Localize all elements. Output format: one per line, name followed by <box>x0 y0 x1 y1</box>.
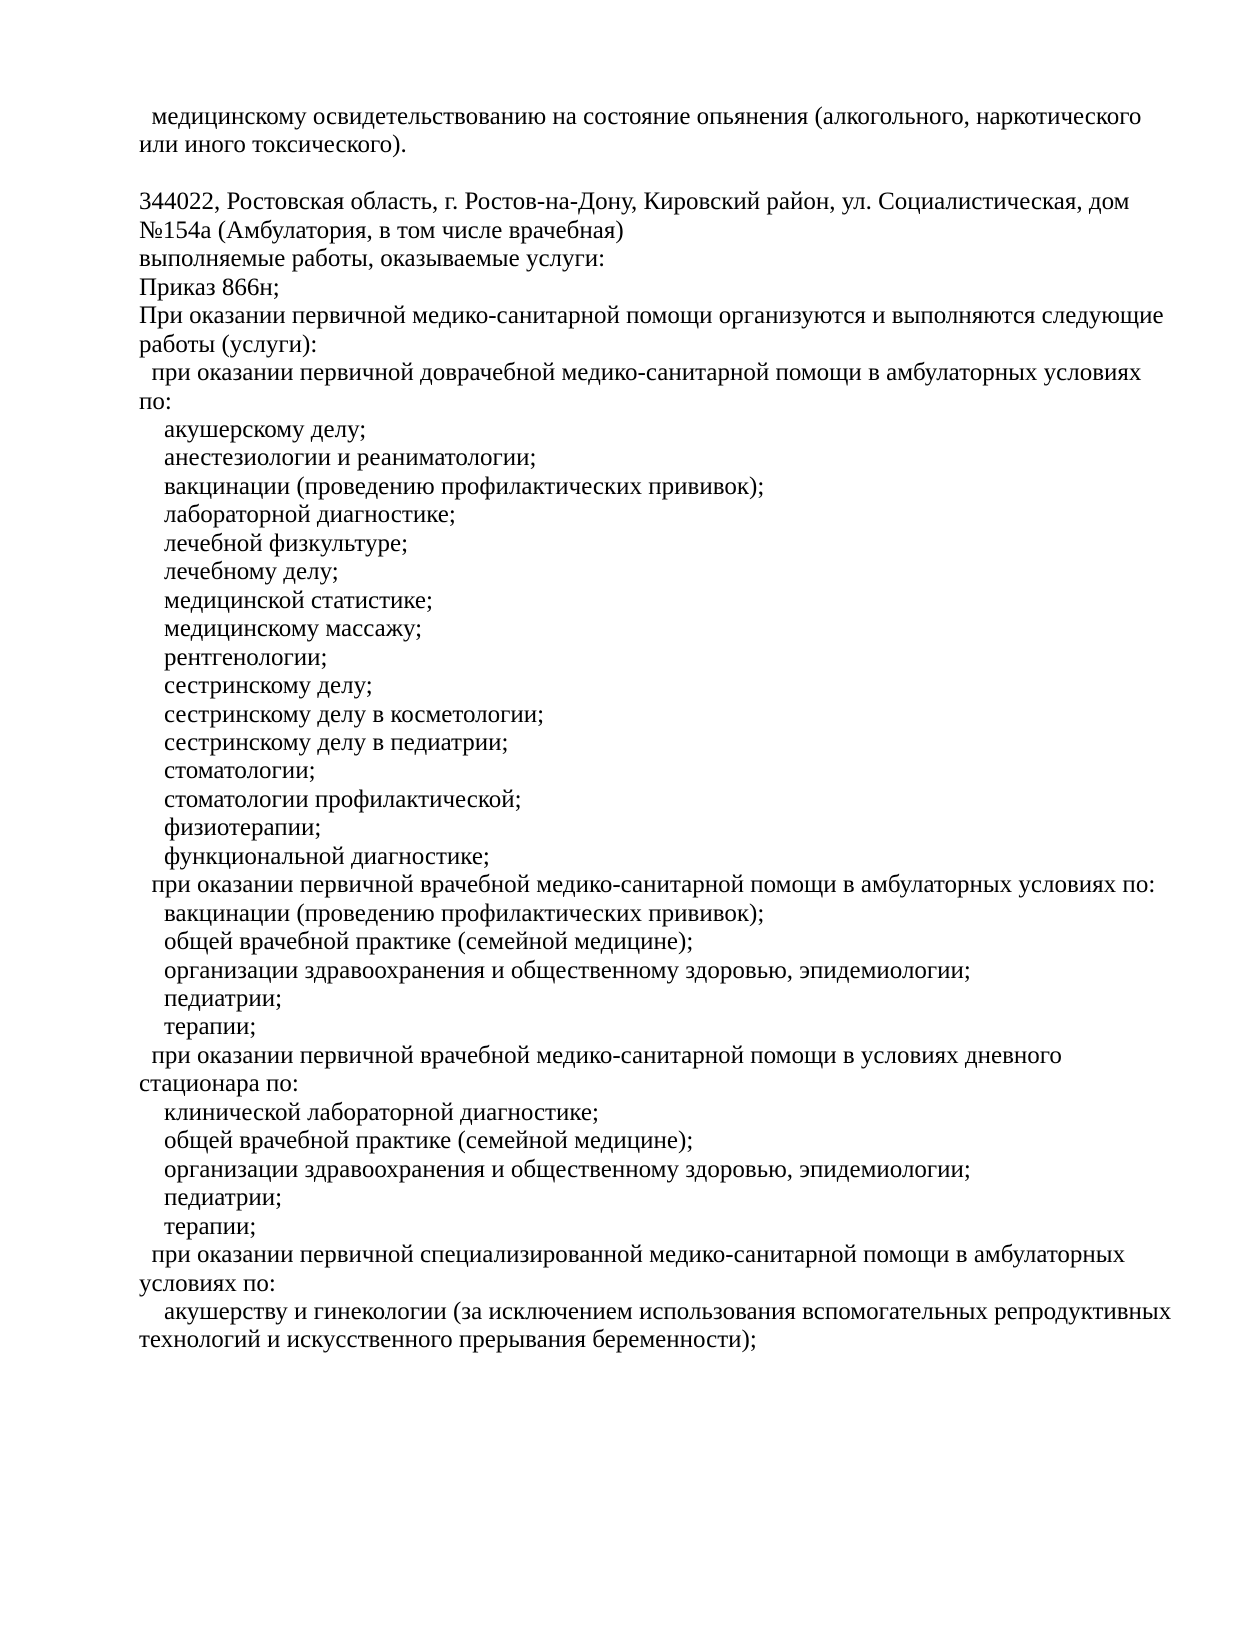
service-item-line: акушерству и гинекологии (за исключением использования вспомогательных репродуктивных <box>139 1298 1172 1326</box>
service-item-line: анестезиологии и реаниматологии; <box>139 444 537 472</box>
primary-care-intro-line: При оказании первичной медико-санитарной помощи организуются и выполняются следующие <box>139 302 1164 330</box>
service-item-line: педиатрии; <box>139 1184 283 1212</box>
service-item-line: организации здравоохранения и общественному здоровью, эпидемиологии; <box>139 956 971 984</box>
service-item-line: стоматологии профилактической; <box>139 785 522 813</box>
service-item-line: терапии; <box>139 1212 257 1240</box>
service-item-line: сестринскому делу в косметологии; <box>139 700 545 728</box>
service-item-line: медицинскому массажу; <box>139 615 423 643</box>
order-866n-line: Приказ 866н; <box>139 273 280 301</box>
care-category-line: при оказании первичной специализированной медико-санитарной помощи в амбулаторных <box>139 1241 1126 1269</box>
primary-care-intro-line: работы (услуги): <box>139 330 318 358</box>
service-item-line: терапии; <box>139 1013 257 1041</box>
service-item-line: лабораторной диагностике; <box>139 501 456 529</box>
performed-works-label-line: выполняемые работы, оказываемые услуги: <box>139 245 606 273</box>
examination-paragraph-line: медицинскому освидетельствованию на состояние опьянения (алкогольного, наркотического <box>139 103 1142 130</box>
service-item-line: организации здравоохранения и общественному здоровью, эпидемиологии; <box>139 1155 971 1183</box>
service-item-line: акушерскому делу; <box>139 415 367 443</box>
service-item-line: медицинской статистике; <box>139 586 433 614</box>
service-item-line: лечебному делу; <box>139 558 339 586</box>
care-category-line: по: <box>139 387 172 415</box>
service-item-line: сестринскому делу в педиатрии; <box>139 728 509 756</box>
service-item-line: вакцинации (проведению профилактических прививок); <box>139 472 765 500</box>
service-item-line: сестринскому делу; <box>139 672 373 700</box>
care-category-line: при оказании первичной доврачебной медико-санитарной помощи в амбулаторных условиях <box>139 359 1142 387</box>
care-category-line: при оказании первичной врачебной медико-санитарной помощи в условиях дневного <box>139 1041 1062 1069</box>
blank-line <box>139 160 1150 188</box>
care-category-line: стационара по: <box>139 1070 299 1098</box>
service-item-line: общей врачебной практике (семейной медицине); <box>139 928 694 956</box>
service-item-line: физиотерапии; <box>139 814 322 842</box>
address-line: 344022, Ростовская область, г. Ростов-на-Дону, Кировский район, ул. Социалистическая, дом <box>139 188 1130 216</box>
service-item-line: стоматологии; <box>139 757 316 785</box>
examination-paragraph-line: или иного токсического). <box>139 131 407 159</box>
service-item-line: лечебной физкультуре; <box>139 529 409 557</box>
service-item-line: педиатрии; <box>139 985 283 1013</box>
service-item-line: рентгенологии; <box>139 643 328 671</box>
service-item-line: вакцинации (проведению профилактических прививок); <box>139 899 765 927</box>
care-category-line: условиях по: <box>139 1269 276 1297</box>
address-line: №154а (Амбулатория, в том числе врачебная) <box>139 216 624 244</box>
service-item-line: функциональной диагностике; <box>139 842 490 870</box>
service-item-line: технологий и искусственного прерывания беременности); <box>139 1326 757 1354</box>
service-item-line: общей врачебной практике (семейной медицине); <box>139 1127 694 1155</box>
care-category-line: при оказании первичной врачебной медико-санитарной помощи в амбулаторных условиях по: <box>139 871 1156 899</box>
service-item-line: клинической лабораторной диагностике; <box>139 1098 599 1126</box>
